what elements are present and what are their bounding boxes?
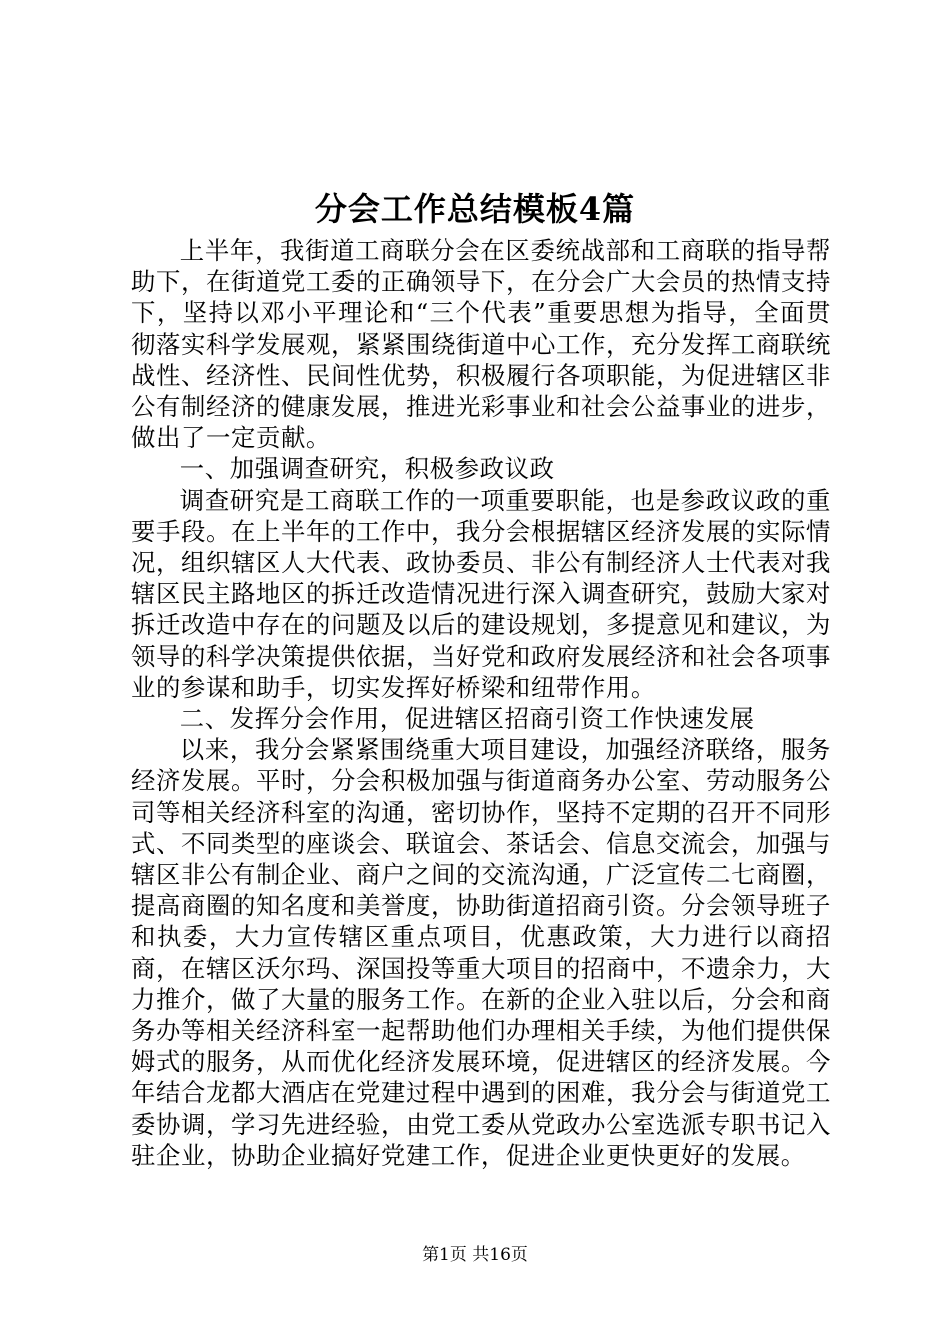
section-1-paragraph: 调查研究是工商联工作的一项重要职能，也是参政议政的重要手段。在上半年的工作中，我分会根据辖区经济发展的实际情况，组织辖区人大代表、政协委员、非公有制经济人士代表对我辖区民主路地区的拆迁改造情况进行深入调查研究，鼓励大家对拆迁改造中存在的问题及以后的建设规划，多提意见和建议，为领导的科学决策提供依据，当好党和政府发展经济和社会各项事业的参谋和助手，切实发挥好桥梁和纽带作用。 xyxy=(131,485,831,702)
section-heading-2: 二、发挥分会作用，促进辖区招商引资工作快速发展 xyxy=(179,704,755,734)
section-2-paragraph: 以来，我分会紧紧围绕重大项目建设，加强经济联络，服务经济发展。平时，分会积极加强与街道商务办公室、劳动服务公司等相关经济科室的沟通，密切协作，坚持不定期的召开不同形式、不同类型的座谈会、联谊会、茶话会、信息交流会，加强与辖区非公有制企业、商户之间的交流沟通，广泛宣传二七商圈，提高商圈的知名度和美誉度，协助街道招商引资。分会领导班子和执委，大力宣传辖区重点项目，优惠政策，大力进行以商招商，在辖区沃尔玛、深国投等重大项目的招商中，不遗余力，大力推介，做了大量的服务工作。在新的企业入驻以后，分会和商务办等相关经济科室一起帮助他们办理相关手续，为他们提供保姆式的服务，从而优化经济发展环境，促进辖区的经济发展。今年结合龙都大酒店在党建过程中遇到的困难，我分会与街道党工委协调，学习先进经验，由党工委从党政办公室选派专职书记入驻企业，协助企业搞好党建工作，促进企业更快更好的发展。 xyxy=(131,735,831,1170)
document-title: 分会工作总结模板4篇 xyxy=(314,190,636,228)
page-footer: 第1页 共16页 xyxy=(422,1245,528,1265)
section-heading-1: 一、加强调查研究，积极参政议政 xyxy=(179,454,555,484)
intro-paragraph: 上半年，我街道工商联分会在区委统战部和工商联的指导帮助下，在街道党工委的正确领导下，在分会广大会员的热情支持下，坚持以邓小平理论和“三个代表”重要思想为指导，全面贯彻落实科学发展观，紧紧围绕街道中心工作，充分发挥工商联统战性、经济性、民间性优势，积极履行各项职能，为促进辖区非公有制经济的健康发展，推进光彩事业和社会公益事业的进步，做出了一定贡献。 xyxy=(131,236,831,453)
document-body xyxy=(131,235,831,1171)
